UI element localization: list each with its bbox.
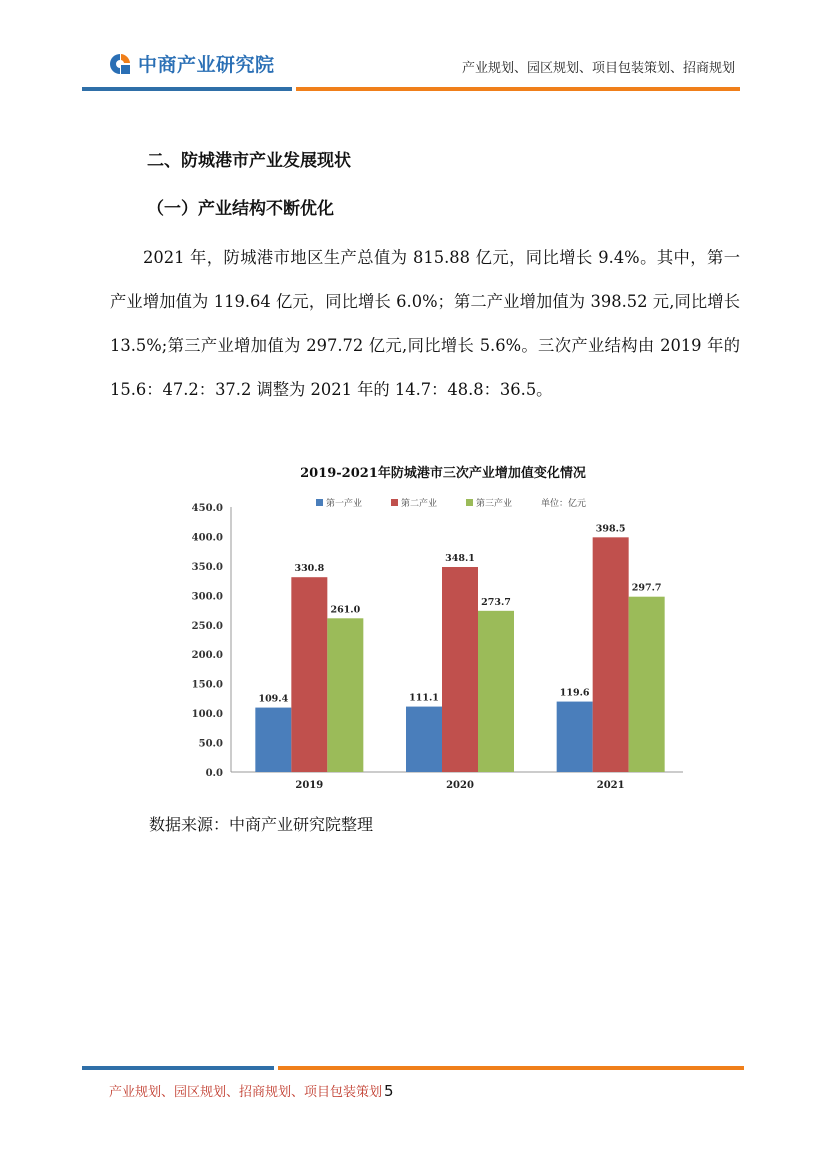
bar-value-label: 273.7	[481, 596, 511, 608]
legend-label: 第三产业	[476, 499, 513, 509]
body-paragraph: 2021 年，防城港市地区生产总值为 815.88 亿元，同比增长 9.4%。其中，第一产业增加值为 119.64 亿元，同比增长 6.0%；第二产业增加值为 398.52 元,同比增长 13.5%;第三产业增加值为 297.72 亿元,同比增长 5.6%。三次产业结构由 2019 年的 15.6：47.2：37.2 调整为 2021 年的 14.7：48.8：36.5。	[110, 248, 740, 399]
y-axis	[192, 503, 223, 779]
section-subheading: （一）产业结构不断优化	[147, 199, 334, 219]
chart-bars	[255, 523, 664, 772]
legend-unit-label: 单位：亿元	[541, 499, 587, 509]
header-tagline: 产业规划、园区规划、项目包装策划、招商规划	[461, 61, 735, 76]
header-rule-blue	[82, 87, 292, 91]
y-tick-label: 0.0	[205, 768, 223, 779]
x-tick-label: 2020	[446, 780, 474, 791]
bar	[291, 577, 327, 772]
bar	[406, 707, 442, 772]
y-tick-label: 350.0	[191, 561, 223, 573]
y-tick-label: 200.0	[191, 650, 223, 662]
section-heading: 二、防城港市产业发展现状	[147, 151, 351, 171]
footer-tagline: 产业规划、园区规划、招商规划、项目包装策划	[109, 1085, 383, 1100]
logo-text: 中商产业研究院	[138, 54, 275, 76]
y-tick-label: 300.0	[191, 591, 223, 603]
bar-value-label: 348.1	[445, 553, 475, 565]
bar	[442, 567, 478, 772]
chart-svg	[183, 455, 703, 795]
footer-rule-blue	[82, 1066, 274, 1070]
bar-value-label: 111.1	[409, 692, 439, 704]
footer	[109, 1081, 394, 1100]
bar-value-label: 330.8	[294, 563, 325, 575]
x-tick-label: 2019	[295, 780, 324, 791]
x-axis-labels	[295, 780, 624, 791]
bar	[255, 708, 291, 772]
y-tick-label: 100.0	[191, 709, 223, 721]
bar-value-label: 398.5	[595, 523, 626, 535]
bar	[629, 597, 665, 772]
legend-label: 第二产业	[401, 499, 438, 509]
logo	[108, 50, 275, 77]
y-tick-label: 50.0	[198, 738, 223, 750]
logo-icon	[108, 52, 132, 76]
y-tick-label: 250.0	[191, 620, 223, 632]
legend-label: 第一产业	[326, 499, 363, 509]
bar-value-label: 297.7	[631, 582, 662, 594]
y-tick-label: 150.0	[191, 679, 223, 691]
bar	[593, 537, 629, 772]
legend-swatch	[391, 499, 398, 506]
page-header	[0, 0, 827, 100]
footer-rule-orange	[278, 1066, 744, 1070]
bar-value-label: 109.4	[258, 693, 289, 705]
chart-title: 2019-2021年防城港市三次产业增加值变化情况	[300, 466, 586, 481]
header-rule-orange	[296, 87, 740, 91]
bar-value-label: 261.0	[330, 604, 361, 616]
bar	[327, 618, 363, 772]
y-tick-label: 400.0	[191, 532, 223, 544]
legend-swatch	[316, 499, 323, 506]
bar-chart	[183, 455, 703, 795]
x-tick-label: 2021	[596, 780, 625, 791]
legend-swatch	[466, 499, 473, 506]
bar	[478, 611, 514, 772]
page-number: 5	[384, 1082, 394, 1100]
data-source: 数据来源：中商产业研究院整理	[149, 815, 374, 834]
bar	[557, 702, 593, 772]
chart-legend	[316, 497, 586, 509]
y-tick-label: 450.0	[191, 503, 223, 514]
bar-value-label: 119.6	[559, 687, 590, 699]
